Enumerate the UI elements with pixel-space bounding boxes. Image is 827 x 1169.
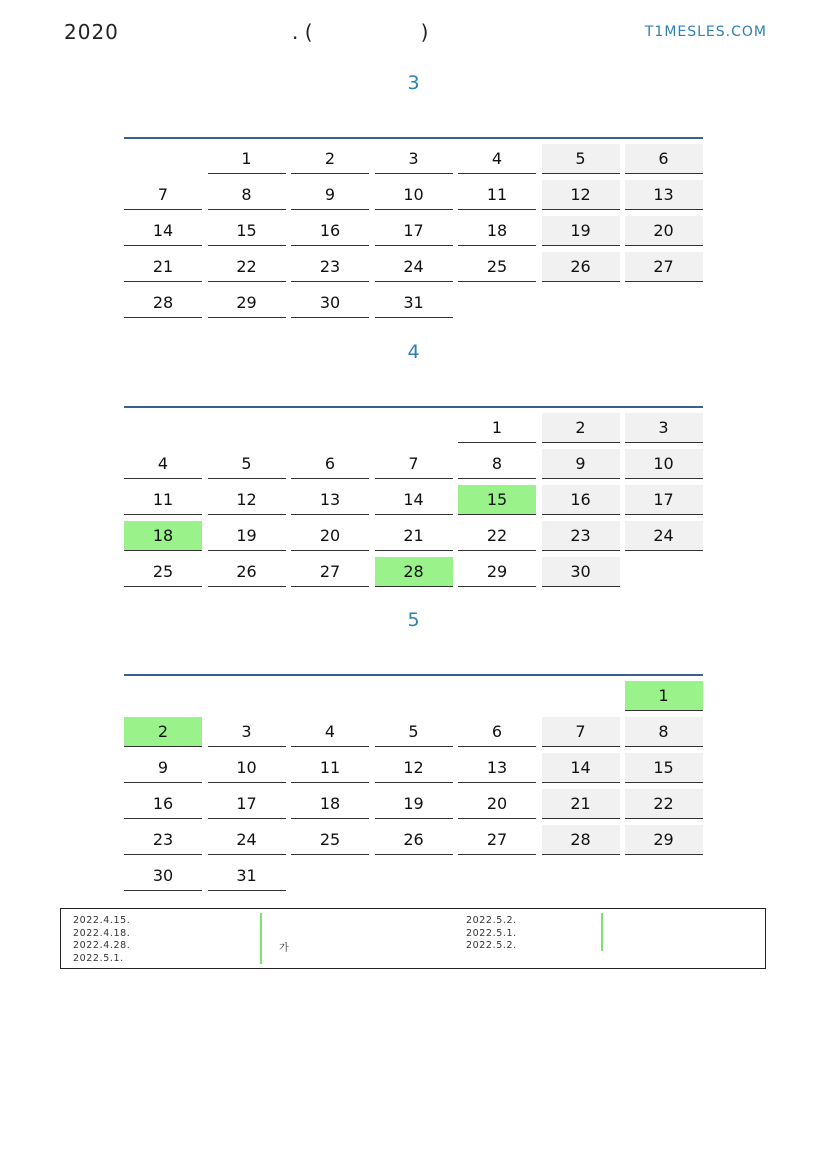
calendar-day: 30 (291, 288, 369, 318)
calendar-day: 12 (542, 180, 620, 210)
month-title: 5 (407, 609, 420, 631)
calendar-day: 1 (625, 681, 703, 711)
calendar-day: 14 (375, 485, 453, 515)
calendar-day: 11 (458, 180, 536, 210)
calendar-day: 7 (124, 180, 202, 210)
calendar-day: 18 (291, 789, 369, 819)
calendar-day: 4 (291, 717, 369, 747)
calendar-day: 17 (375, 216, 453, 246)
month-calendar (124, 674, 703, 897)
calendar-day: 27 (625, 252, 703, 282)
calendar-day: 24 (625, 521, 703, 551)
calendar-day: 30 (542, 557, 620, 587)
calendar-day: 5 (375, 717, 453, 747)
calendar-day: 13 (625, 180, 703, 210)
calendar-day: 12 (208, 485, 286, 515)
calendar-day: 9 (291, 180, 369, 210)
calendar-day: 16 (542, 485, 620, 515)
legend-date: 2022.5.2. (466, 940, 517, 951)
legend-color-bar (601, 913, 603, 951)
calendar-top-rule (124, 674, 703, 676)
legend-date: 2022.4.18. (73, 927, 131, 939)
calendar-day: 31 (375, 288, 453, 318)
calendar-day: 7 (375, 449, 453, 479)
calendar-day: 21 (124, 252, 202, 282)
calendar-day: 29 (458, 557, 536, 587)
calendar-day: 30 (124, 861, 202, 891)
calendar-day: 20 (291, 521, 369, 551)
calendar-day: 16 (124, 789, 202, 819)
calendar-day: 6 (625, 144, 703, 174)
month-title: 3 (407, 72, 420, 94)
calendar-day: 22 (208, 252, 286, 282)
calendar-day: 8 (208, 180, 286, 210)
calendar-day: 18 (124, 521, 202, 551)
calendar-day: 19 (542, 216, 620, 246)
calendar-day: 14 (542, 753, 620, 783)
holiday-legend (60, 908, 766, 969)
legend-date: 2022.5.2. (466, 915, 517, 926)
calendar-day: 21 (375, 521, 453, 551)
calendar-day: 9 (542, 449, 620, 479)
calendar-day: 10 (375, 180, 453, 210)
calendar-top-rule (124, 137, 703, 139)
legend-date: 2022.5.1. (73, 952, 124, 964)
calendar-day: 17 (625, 485, 703, 515)
calendar-day: 2 (291, 144, 369, 174)
calendar-day: 8 (625, 717, 703, 747)
calendar-day: 15 (208, 216, 286, 246)
calendar-day: 2 (542, 413, 620, 443)
calendar-day: 7 (542, 717, 620, 747)
calendar-day: 26 (208, 557, 286, 587)
calendar-day: 1 (458, 413, 536, 443)
legend-left-dates (73, 915, 130, 965)
calendar-day: 9 (124, 753, 202, 783)
calendar-day: 22 (625, 789, 703, 819)
calendar-day: 28 (375, 557, 453, 587)
calendar-day: 28 (124, 288, 202, 318)
calendar-day: 12 (375, 753, 453, 783)
calendar-day: 24 (208, 825, 286, 855)
calendar-day: 23 (291, 252, 369, 282)
legend-color-bar (260, 913, 262, 964)
calendar-day: 25 (458, 252, 536, 282)
calendar-day: 13 (458, 753, 536, 783)
calendar-day: 27 (458, 825, 536, 855)
calendar-day: 20 (458, 789, 536, 819)
calendar-day: 18 (458, 216, 536, 246)
calendar-day: 21 (542, 789, 620, 819)
page-header (64, 20, 767, 46)
month-calendar (124, 406, 703, 593)
legend-date: 2022.5.1. (466, 927, 517, 939)
calendar-day: 3 (625, 413, 703, 443)
calendar-day: 23 (124, 825, 202, 855)
month-title: 4 (407, 341, 420, 363)
legend-right-dates (466, 915, 517, 953)
calendar-day: 24 (375, 252, 453, 282)
calendar-day: 15 (458, 485, 536, 515)
calendar-top-rule (124, 406, 703, 408)
calendar-day: 26 (542, 252, 620, 282)
calendar-day: 25 (124, 557, 202, 587)
calendar-day: 6 (291, 449, 369, 479)
calendar-day: 25 (291, 825, 369, 855)
calendar-day: 23 (542, 521, 620, 551)
calendar-day: 11 (291, 753, 369, 783)
calendar-day: 1 (208, 144, 286, 174)
calendar-day: 31 (208, 861, 286, 891)
calendar-day: 5 (208, 449, 286, 479)
legend-date: 2022.4.15. (73, 915, 131, 926)
calendar-day: 11 (124, 485, 202, 515)
header-parenthetical: . ( ) (292, 20, 429, 44)
calendar-day: 26 (375, 825, 453, 855)
calendar-day: 19 (375, 789, 453, 819)
calendar-day: 28 (542, 825, 620, 855)
calendar-day: 5 (542, 144, 620, 174)
calendar-day: 16 (291, 216, 369, 246)
calendar-day: 13 (291, 485, 369, 515)
calendar-day: 3 (208, 717, 286, 747)
calendar-day: 14 (124, 216, 202, 246)
year-label: 2020 (64, 20, 119, 44)
calendar-day: 15 (625, 753, 703, 783)
calendar-day: 19 (208, 521, 286, 551)
calendar-day: 22 (458, 521, 536, 551)
calendar-day: 17 (208, 789, 286, 819)
site-logo-text[interactable]: T1MESLES.COM (644, 24, 767, 40)
calendar-day: 4 (458, 144, 536, 174)
legend-date: 2022.4.28. (73, 940, 131, 951)
calendar-day: 4 (124, 449, 202, 479)
calendar-day: 3 (375, 144, 453, 174)
calendar-day: 8 (458, 449, 536, 479)
calendar-day: 27 (291, 557, 369, 587)
calendar-day: 2 (124, 717, 202, 747)
calendar-day: 6 (458, 717, 536, 747)
calendar-day: 10 (208, 753, 286, 783)
calendar-day: 20 (625, 216, 703, 246)
calendar-day: 29 (208, 288, 286, 318)
calendar-day: 10 (625, 449, 703, 479)
calendar-day: 29 (625, 825, 703, 855)
legend-note: 가 (279, 943, 289, 954)
month-calendar (124, 137, 703, 324)
